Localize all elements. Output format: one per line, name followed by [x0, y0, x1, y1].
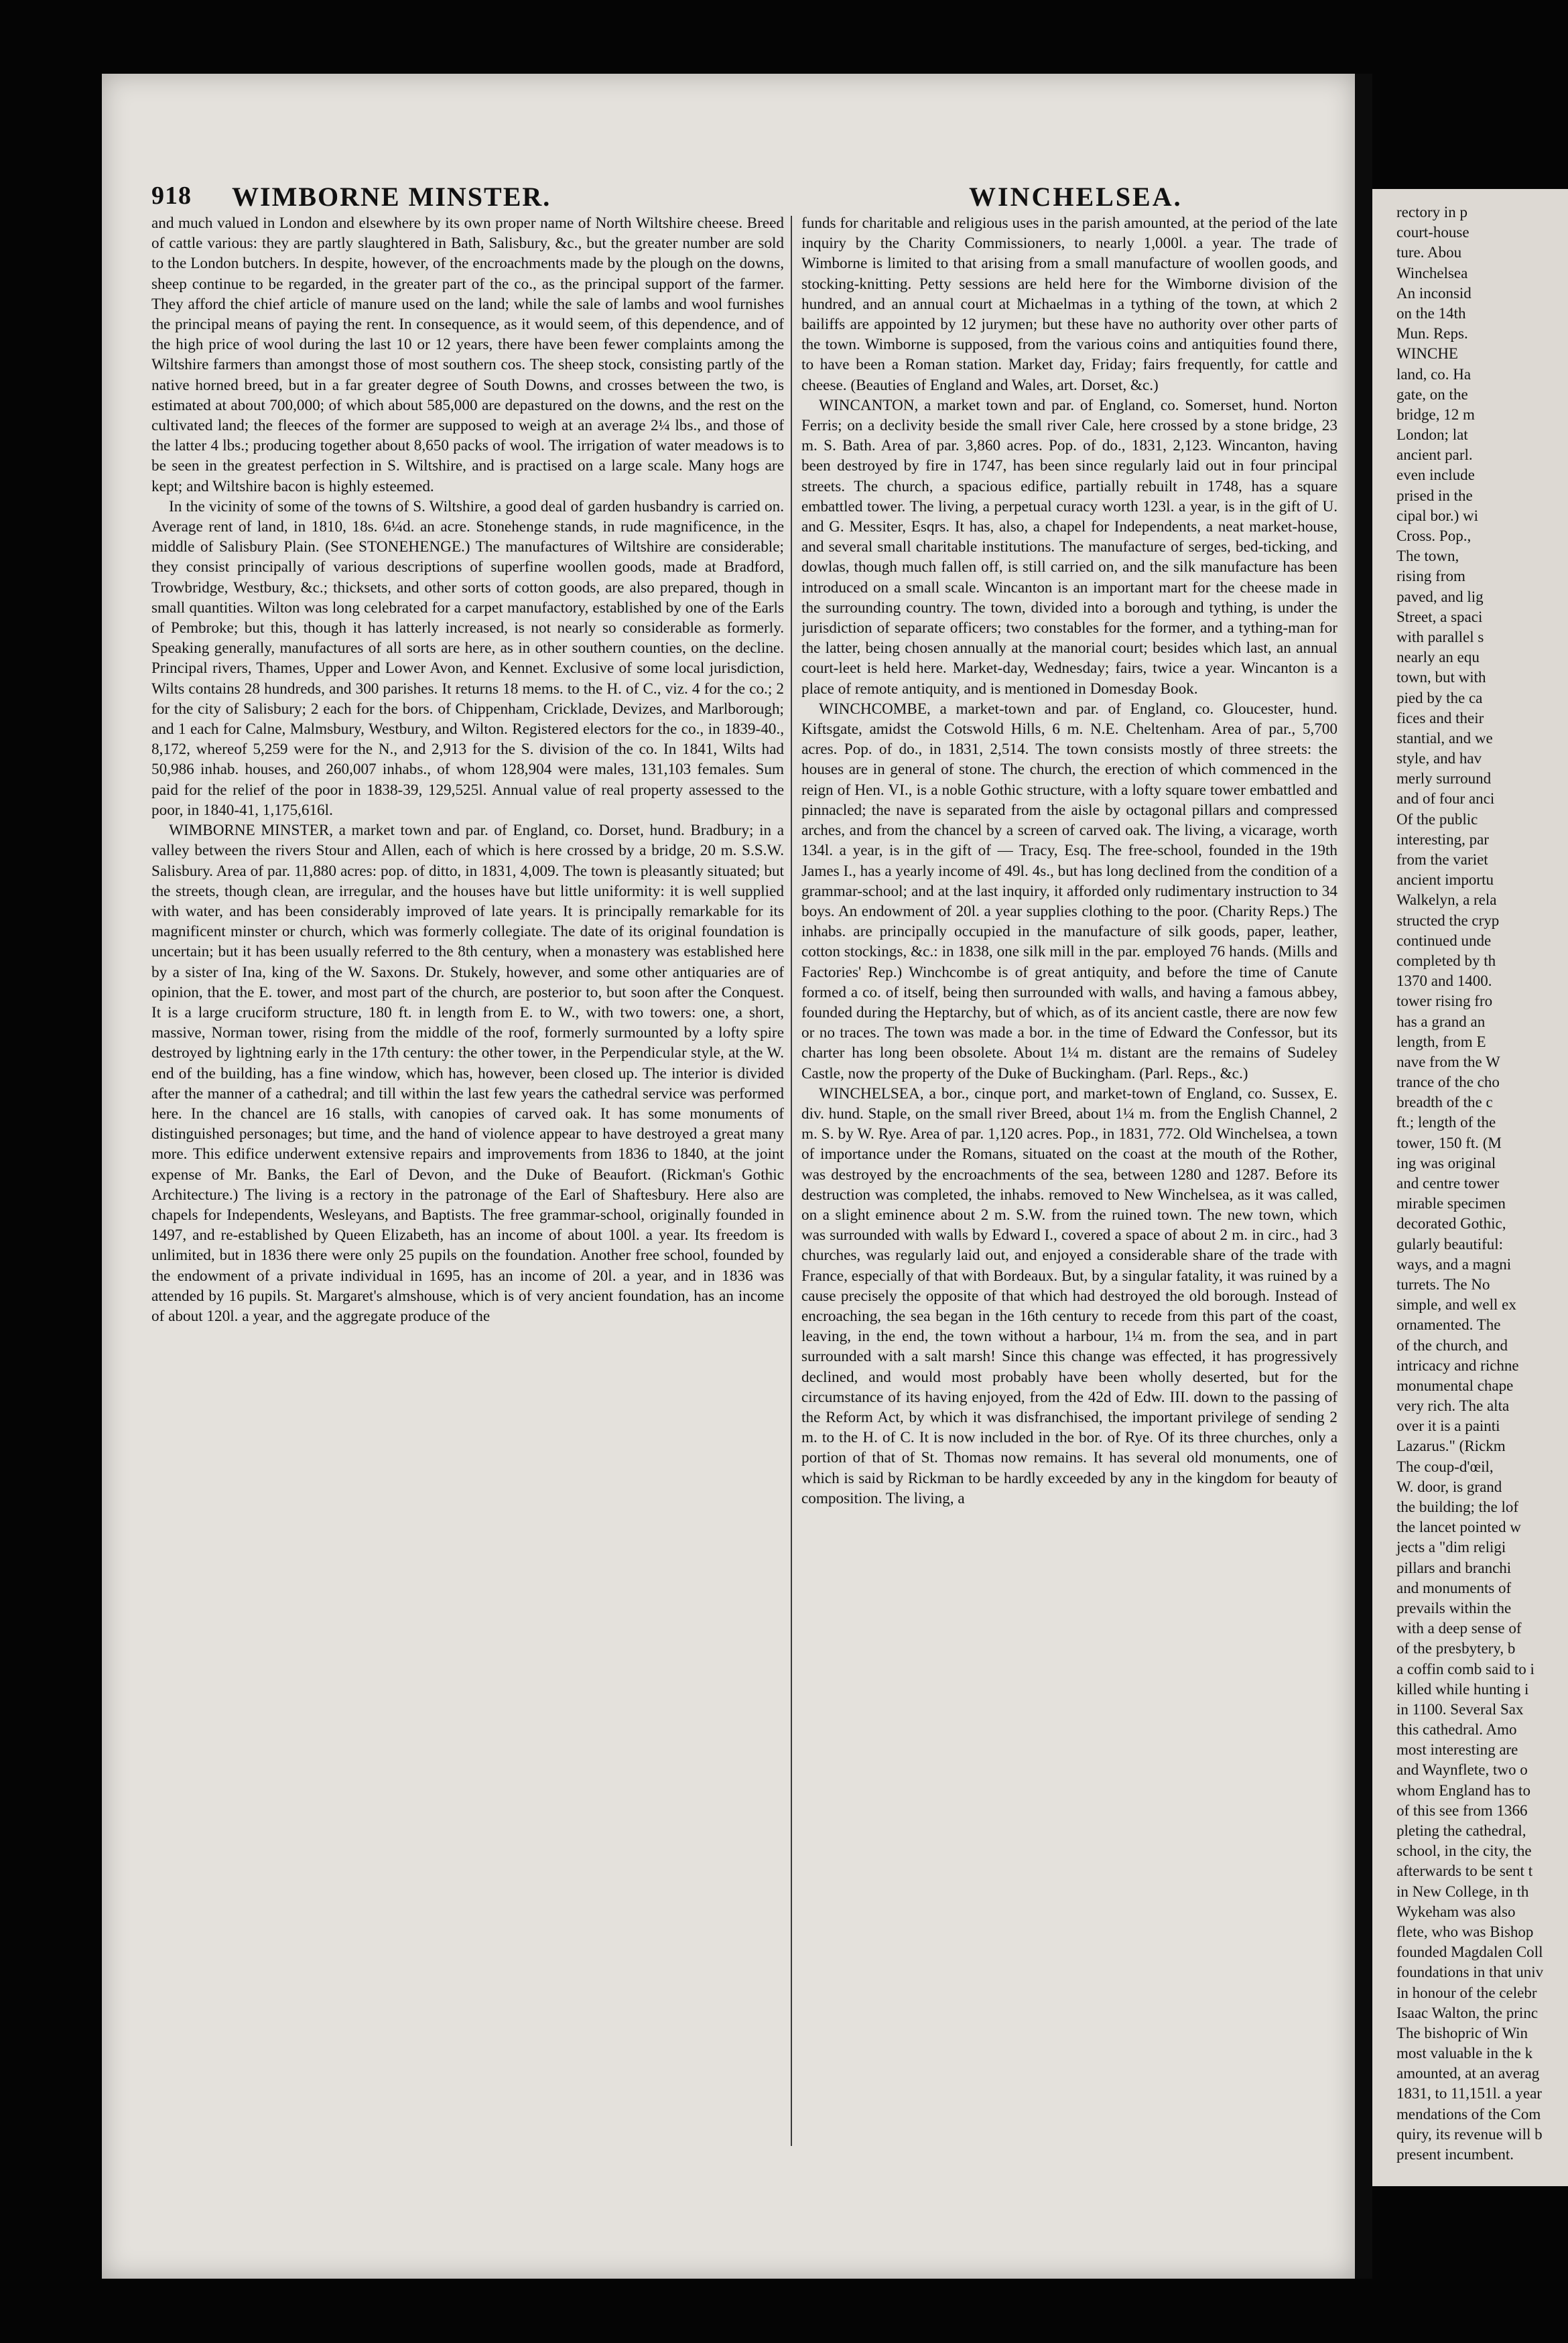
- facing-page-line: 1370 and 1400.: [1396, 972, 1492, 990]
- facing-page-line: rectory in p: [1396, 204, 1468, 220]
- facing-page-line: ture. Abou: [1396, 244, 1462, 261]
- facing-page-line: over it is a painti: [1396, 1417, 1500, 1435]
- facing-page-line: flete, who was Bishop: [1396, 1923, 1534, 1940]
- facing-page-line: prised in the: [1396, 487, 1473, 504]
- facing-page-line: of this see from 1366: [1396, 1801, 1528, 1819]
- facing-page-line: present incumbent.: [1396, 2146, 1514, 2163]
- facing-page-line: ing was original: [1396, 1154, 1496, 1172]
- facing-page-line: the building; the lof: [1396, 1499, 1519, 1515]
- facing-page-fragment: [1372, 189, 1568, 2186]
- facing-page-line: length, from E: [1396, 1033, 1486, 1050]
- facing-page-line: most valuable in the k: [1396, 2045, 1533, 2062]
- facing-page-line: stantial, and we: [1396, 729, 1493, 747]
- facing-page-line: Walkelyn, a rela: [1396, 891, 1497, 909]
- facing-page-line: WINCHE: [1396, 345, 1458, 363]
- paragraph: and much valued in London and elsewhere by its own proper name of North Wiltshire cheese. Breed of cattle various: they are partly slaughtered in Bath, Salisbury, &c., but the greater number are sold to the London butchers. In despite, however, of the encroachments made by the plough on the downs, sheep continue to be regarded, in the greater part of the co., as the principal support of the farmer. They afford the chief article of manure used on the land; while the sale of lambs and wool furnishes the principal means of paying the rent. In consequence, as it would seem, of this dependence, and of the high price of wool during the last 10 or 12 years, there have been fewer complaints among the Wiltshire farmers than amongst those of most southern cos. The sheep stock, consisting partly of the native horned breed, but in a far greater degree of South Downs, and crosses between the two, is estimated at about 700,000; of which about 585,000 are depastured on the downs, and the rest on the cultivated land; the fleeces of the former are supposed to weigh at an average 2¼ lbs., and those of the latter 4 lbs.; producing together about 8,650 packs of wool. The irrigation of water meadows is to be seen in the greatest perfection in S. Wiltshire, and is practised on a large scale. Many hogs are kept; and Wiltshire bacon is highly esteemed.: [151, 214, 784, 495]
- facing-page-line: ornamented. The: [1396, 1316, 1501, 1334]
- facing-page-line: An inconsid: [1396, 284, 1472, 302]
- facing-page-line: whom England has to: [1396, 1781, 1530, 1799]
- facing-page-line: decorated Gothic,: [1396, 1215, 1506, 1232]
- facing-page-line: Of the public: [1396, 810, 1478, 828]
- facing-page-line: cipal bor.) wi: [1396, 507, 1478, 524]
- facing-page-line: fices and their: [1396, 709, 1484, 726]
- facing-page-line: London; lat: [1396, 426, 1468, 444]
- facing-page-line: turrets. The No: [1396, 1275, 1490, 1293]
- facing-page-line: and centre tower: [1396, 1175, 1500, 1192]
- facing-page-line: quiry, its revenue will b: [1396, 2125, 1543, 2143]
- facing-page-line: with a deep sense of: [1396, 1620, 1522, 1637]
- facing-page-line: breadth of the c: [1396, 1094, 1493, 1111]
- column-rule: [791, 216, 792, 2146]
- facing-page-line: this cathedral. Amo: [1396, 1721, 1517, 1738]
- facing-page-line: Winchelsea: [1396, 264, 1468, 281]
- facing-page-line: nave from the W: [1396, 1053, 1500, 1070]
- facing-page-line: ancient parl.: [1396, 446, 1473, 464]
- facing-page-line: simple, and well ex: [1396, 1296, 1516, 1314]
- text-column-left: [151, 213, 784, 2157]
- facing-page-line: interesting, par: [1396, 830, 1489, 848]
- facing-page-line: of the church, and: [1396, 1336, 1508, 1354]
- facing-page-line: in New College, in th: [1396, 1883, 1529, 1900]
- facing-page-line: ft.; length of the: [1396, 1114, 1496, 1131]
- facing-page-line: ancient importu: [1396, 871, 1494, 889]
- facing-page-line: prevails within the: [1396, 1599, 1512, 1617]
- facing-page-column: [1396, 202, 1568, 2165]
- facing-page-line: ways, and a magni: [1396, 1255, 1512, 1273]
- facing-page-line: town, but with: [1396, 669, 1486, 686]
- facing-page-line: intricacy and richne: [1396, 1356, 1519, 1374]
- facing-page-line: nearly an equ: [1396, 649, 1480, 666]
- running-head-left: WIMBORNE MINSTER.: [232, 182, 551, 212]
- facing-page-line: monumental chape: [1396, 1377, 1514, 1394]
- facing-page-line: has a grand an: [1396, 1013, 1486, 1030]
- facing-page-line: amounted, at an averag: [1396, 2065, 1540, 2082]
- facing-page-line: The coup-d'œil,: [1396, 1458, 1494, 1475]
- facing-page-line: merly surround: [1396, 770, 1492, 787]
- facing-page-line: even include: [1396, 466, 1475, 484]
- facing-page-line: and Waynflete, two o: [1396, 1761, 1528, 1779]
- facing-page-line: land, co. Ha: [1396, 365, 1472, 383]
- entry-winchelsea: WINCHELSEA, a bor., cinque port, and market-town of England, co. Sussex, E. div. hund. Staple, on the small river Breed, about 1¼ m. from the English Channel, 2 m. S. by W. Rye. Area of par. 1,120 acres. Pop., in 1831, 772. Old Winchelsea, a town of importance under the Romans, situated on the coast at the mouth of the Rother, was destroyed by the encroachments of the sea, between 1280 and 1287. Before its destruction was completed, the inhabs. removed to New Winchelsea, as it was called, on a slight eminence about 2 m. S.W. from the ruined town. The new town, which was surrounded with walls by Edward I., covered a space of about 2 m. in circ., had 3 churches, was regularly laid out, and enjoyed a considerable share of the trade with France, especially of that with Bordeaux. But, by a singular fatality, it was ruined by a cause precisely the opposite of that which had destroyed the old borough. Instead of encroaching, the sea began in the 16th century to recede from this part of the coast, leaving, in the end, the town without a harbour, 1¼ m. from the sea, and in part surrounded with a salt marsh! Since this change was effected, it has progressively declined, and would most probably have been wholly deserted, but for the circumstance of its having enjoyed, from the 42d of Edw. III. down to the passing of the Reform Act, by which it was disfranchised, the important privilege of sending 2 m. to the H. of C. It is now included in the bor. of Rye. Of its three churches, only a portion of that of St. Thomas now remains. It has several old monuments, one of which is said by Rickman to be hardly exceeded by any in the kingdom for beauty of composition. The living, a: [801, 1084, 1337, 1507]
- page-number: 918: [151, 182, 192, 210]
- book-spine-gap: [1355, 74, 1372, 2279]
- facing-page-line: completed by th: [1396, 952, 1496, 969]
- facing-page-line: pleting the cathedral,: [1396, 1822, 1526, 1839]
- paragraph: funds for charitable and religious uses in the parish amounted, at the period of the late inquiry by the Charity Commissioners, to nearly 1,000l. a year. The trade of Wimborne is limited to that arising from a small manufacture of woollen goods, and stocking-knitting. Petty sessions are held here for the Wimborne division of the hundred, and an annual court at Michaelmas in a tything of the town, at which 2 bailiffs are appointed by 12 jurymen; but these have no authority over other parts of the town. Wimborne is supposed, from the various coins and antiquities found there, to have been a Roman station. Market day, Friday; fairs frequently, for cattle and cheese. (Beauties of England and Wales, art. Dorset, &c.): [801, 214, 1337, 394]
- facing-page-line: from the variet: [1396, 851, 1488, 868]
- facing-page-line: very rich. The alta: [1396, 1397, 1510, 1415]
- facing-page-line: tower rising fro: [1396, 993, 1493, 1010]
- facing-page-line: 1831, to 11,151l. a year: [1396, 2085, 1542, 2102]
- facing-page-line: continued unde: [1396, 932, 1492, 949]
- facing-page-line: The town,: [1396, 548, 1459, 565]
- facing-page-line: school, in the city, the: [1396, 1842, 1532, 1860]
- facing-page-line: killed while hunting i: [1396, 1680, 1529, 1698]
- facing-page-line: W. door, is grand: [1396, 1478, 1502, 1495]
- facing-page-line: Lazarus." (Rickm: [1396, 1438, 1506, 1455]
- facing-page-line: and of four anci: [1396, 790, 1495, 808]
- facing-page-line: Mun. Reps.: [1396, 325, 1468, 342]
- facing-page-line: The bishopric of Win: [1396, 2024, 1528, 2041]
- facing-page-line: Street, a spaci: [1396, 608, 1483, 625]
- facing-page-line: pied by the ca: [1396, 689, 1483, 706]
- facing-page-line: Wykeham was also: [1396, 1903, 1516, 1920]
- facing-page-line: of the presbytery, b: [1396, 1640, 1516, 1657]
- facing-page-line: a coffin comb said to i: [1396, 1660, 1534, 1677]
- facing-page-line: court-house: [1396, 224, 1469, 241]
- facing-page-line: with parallel s: [1396, 628, 1484, 645]
- facing-page-line: rising from: [1396, 568, 1465, 585]
- facing-page-line: the lancet pointed w: [1396, 1519, 1521, 1536]
- facing-page-line: jects a "dim religi: [1396, 1539, 1506, 1556]
- facing-page-line: Cross. Pop.,: [1396, 527, 1472, 544]
- facing-page-line: on the 14th: [1396, 304, 1466, 322]
- entry-wimborne-minster: WIMBORNE MINSTER, a market town and par. of England, co. Dorset, hund. Bradbury; in a valley between the rivers Stour and Allen, each of which is here crossed by a bridge, 20 m. S.S.W. Salisbury. Area of par. 11,880 acres: pop. of ditto, in 1831, 4,009. The town is pleasantly situated; but the streets, though clean, are irregular, and the houses have but little uniformity: it is well supplied with water, and has been considerably improved of late years. It is principally remarkable for its magnificent minster or church, which was formerly collegiate. The date of its original foundation is uncertain; but it has been usually referred to the 8th century, when a monastery was established here by a sister of Ina, king of the W. Saxons. Dr. Stukely, however, and some other antiquaries are of opinion, that the E. tower, and most part of the church, are posterior to, but soon after the Conquest. It is a large cruciform structure, 180 ft. in length from E. to W., with two towers: one, a short, massive, Norman tower, rising from the middle of the roof, formerly surmounted by a lofty spire destroyed by lightning early in the 17th century: the other tower, in the Perpendicular style, at the W. end of the building, has a fine window, which has, however, been closed up. The interior is divided after the manner of a cathedral; and till within the last few years the cathedral service was performed here. In the chancel are 16 stalls, with canopies of carved oak. It has some monuments of distinguished personages; but time, and the hand of violence appear to have destroyed a great many more. This edifice underwent extensive repairs and improvements from 1836 to 1840, at the joint expense of Mr. Banks, the Earl of Devon, and the Duke of Beaufort. (Rickman's Gothic Architecture.) The living is a rectory in the patronage of the Earl of Shaftesbury. Here also are chapels for Independents, Wesleyans, and Baptists. The free grammar-school, originally founded in 1497, and re-established by Queen Elizabeth, has an income of about 100l. a year. Its freedom is unlimited, but in 1836 there were only 25 pupils on the foundation. Another free school, founded by the endowment of a private individual in 1695, has an income of 20l. a year, and in 1836 was attended by 16 pupils. St. Margaret's almshouse, which is of very ancient foundation, has an income of about 120l. a year, and the aggregate produce of the: [151, 822, 784, 1325]
- paragraph: In the vicinity of some of the towns of S. Wiltshire, a good deal of garden husbandry is carried on. Average rent of land, in 1810, 18s. 6¼d. an acre. Stonehenge stands, in rude magnificence, in the middle of Salisbury Plain. (See STONEHENGE.) The manufactures of Wiltshire are considerable; they consist principally of various descriptions of superfine woollen goods, made at Bradford, Trowbridge, Westbury, &c.; thicksets, and other sorts of cotton goods, are also prepared, though in small quantities. Wilton was long celebrated for a carpet manufactory, established by one of the Earls of Pembroke; but this, though it has latterly increased, is not nearly so considerable as formerly. Speaking generally, manufactures of all sorts are here, as in other southern counties, on the decline. Principal rivers, Thames, Upper and Lower Avon, and Kennet. Exclusive of some local jurisdiction, Wilts contains 28 hundreds, and 300 parishes. It returns 18 mems. to the H. of C., viz. 4 for the co.; 2 for the city of Salisbury; 2 each for the bors. of Chippenham, Cricklade, Devizes, and Marlborough; and 1 each for Calne, Malmsbury, Westbury, and Wilton. Registered electors for the co., in 1839-40., 8,172, whereof 5,259 were for the N., and 2,913 for the S. division of the co. In 1841, Wilts had 50,986 inhab. houses, and 260,007 inhabs., of whom 128,904 were males, 131,103 females. Sum paid for the relief of the poor in 1838-39, 129,525l. Annual value of real property assessed to the poor, in 1840-41, 1,175,616l.: [151, 497, 784, 819]
- facing-page-line: tower, 150 ft. (M: [1396, 1134, 1502, 1151]
- facing-page-line: in honour of the celebr: [1396, 1984, 1537, 2001]
- facing-page-line: afterwards to be sent t: [1396, 1862, 1533, 1880]
- facing-page-line: style, and hav: [1396, 750, 1482, 767]
- facing-page-line: Isaac Walton, the princ: [1396, 2004, 1539, 2021]
- facing-page-line: founded Magdalen Coll: [1396, 1944, 1543, 1961]
- facing-page-line: gate, on the: [1396, 385, 1468, 403]
- running-head-right: WINCHELSEA.: [969, 182, 1183, 212]
- facing-page-line: trance of the cho: [1396, 1074, 1500, 1091]
- facing-page-line: bridge, 12 m: [1396, 405, 1475, 423]
- facing-page-line: structed the cryp: [1396, 911, 1500, 929]
- facing-page-line: paved, and lig: [1396, 588, 1484, 605]
- facing-page-line: most interesting are: [1396, 1741, 1518, 1759]
- facing-page-line: foundations in that univ: [1396, 1964, 1544, 1981]
- facing-page-line: gularly beautiful:: [1396, 1235, 1504, 1253]
- facing-page-line: mirable specimen: [1396, 1195, 1506, 1212]
- entry-wincanton: WINCANTON, a market town and par. of England, co. Somerset, hund. Norton Ferris; on a declivity beside the small river Cale, here crossed by a stone bridge, 23 m. S. Bath. Area of par. 3,860 acres. Pop. of do., 1831, 2,123. Wincanton, having been destroyed by fire in 1747, has been since regularly laid out in four principal streets. The church, a spacious edifice, partially rebuilt in 1748, has a square embattled tower. The living, a perpetual curacy worth 123l. a year, is in the gift of U. and G. Messiter, Esqrs. It has, also, a chapel for Independents, a neat market-house, and several small charitable institutions. The manufacture of serges, bed-ticking, and dowlas, though much fallen off, is still carried on, and the silk manufacture has been introduced on a small scale. Wincanton is an important mart for the cheese made in the surrounding country. The town, divided into a borough and tything, is under the jurisdiction of separate officers; two constables for the former, and a tything-man for the latter, being chosen annually at the manorial court; besides which last, an annual court-leet is held here. Market-day, Wednesday; fairs, twice a year. Wincanton is a place of remote antiquity, and is mentioned in Domesday Book.: [801, 396, 1337, 698]
- entry-winchcombe: WINCHCOMBE, a market-town and par. of England, co. Gloucester, hund. Kiftsgate, amidst the Cotswold Hills, 6 m. N.E. Cheltenham. Area of par., 5,700 acres. Pop. of do., in 1831, 2,514. The town consists mostly of three streets: the houses are in general of stone. The church, the erection of which commenced in the reign of Hen. VI., is a noble Gothic structure, with a lofty square tower embattled and pinnacled; the nave is separated from the aisle by octagonal pillars and compressed arches, and from the chancel by a screen of carved oak. The living, a vicarage, worth 134l. a year, is in the gift of — Tracy, Esq. The free-school, founded in the 19th James I., has a yearly income of 49l. 4s., but has long declined from the condition of a grammar-school; and at the last inquiry, it afforded only rudimentary instruction to 34 boys. An endowment of 20l. a year supplies clothing to the poor. (Charity Reps.) The inhabs. are principally occupied in the manufacture of silk goods, paper, leather, cotton stockings, &c.: in 1838, one silk mill in the par. employed 76 hands. (Mills and Factories' Rep.) Winchcombe is of great antiquity, and before the time of Canute formed a co. of itself, being then surrounded with walls, and having a famous abbey, founded during the Heptarchy, but of which, as of its ancient castle, there are now few or no traces. The town was made a bor. in the time of Edward the Confessor, but its charter has long been obsolete. About 1¼ m. distant are the remains of Sudeley Castle, now the property of the Duke of Buckingham. (Parl. Reps., &c.): [801, 700, 1337, 1082]
- text-column-middle: [801, 213, 1337, 2157]
- facing-page-line: in 1100. Several Sax: [1396, 1700, 1524, 1718]
- facing-page-line: and monuments of: [1396, 1579, 1512, 1596]
- facing-page-line: mendations of the Com: [1396, 2105, 1541, 2123]
- facing-page-line: pillars and branchi: [1396, 1559, 1512, 1576]
